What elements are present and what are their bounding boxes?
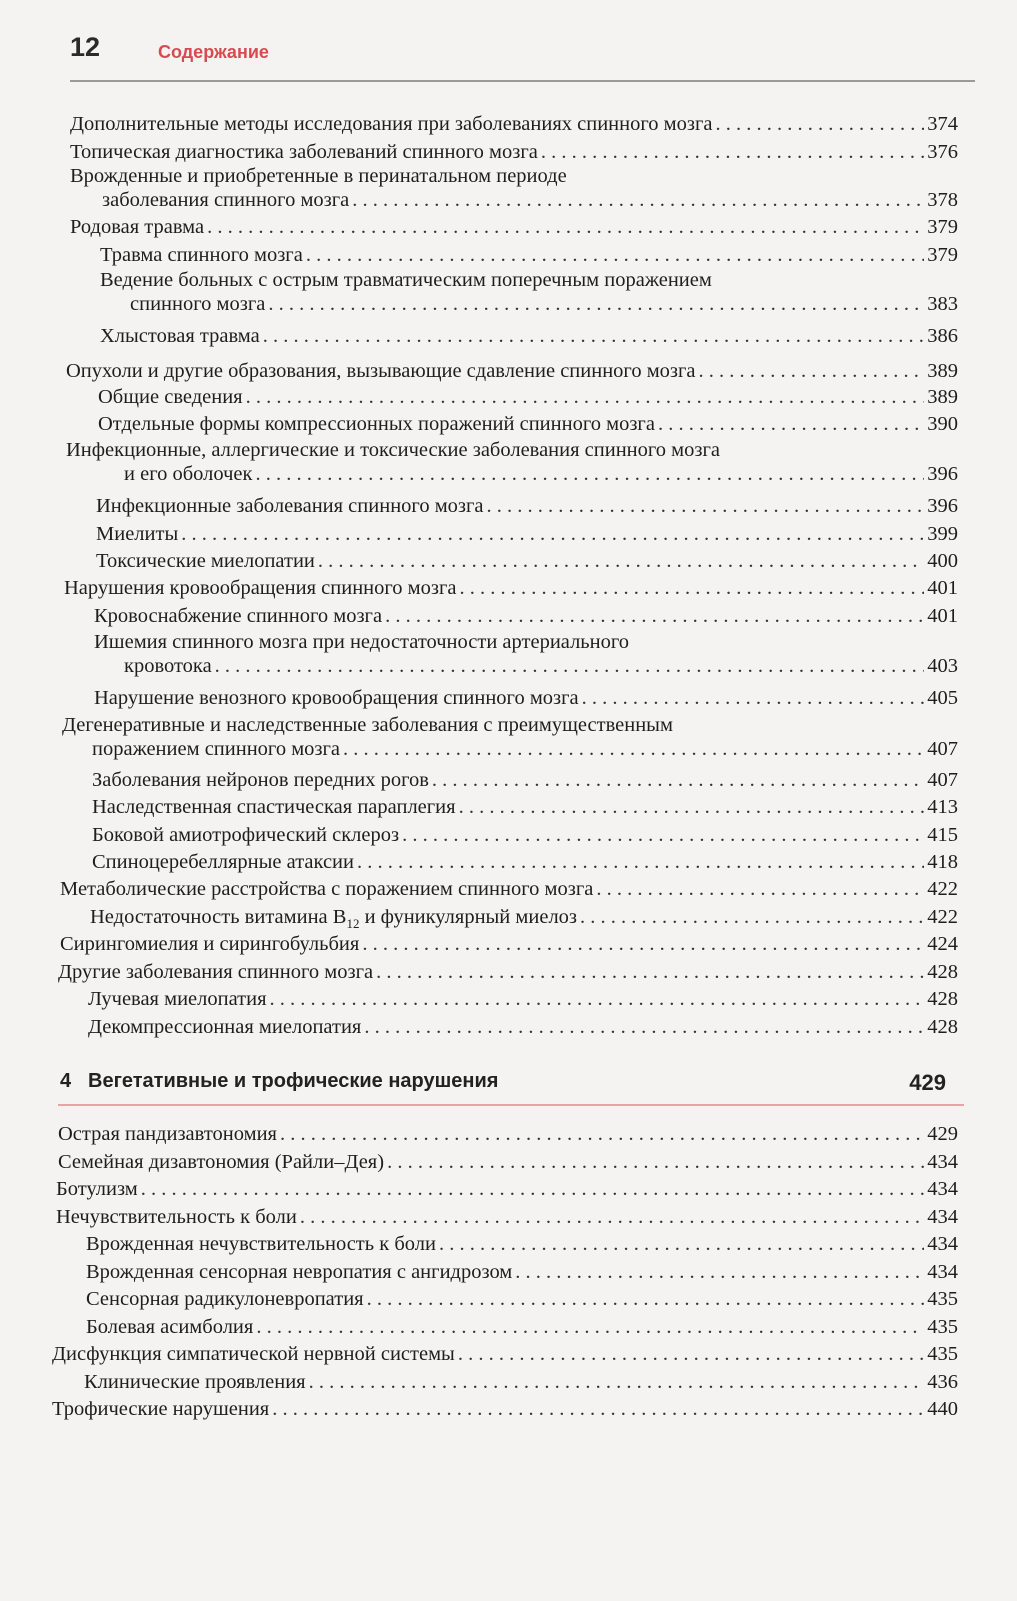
toc-entry-title: спинного мозга xyxy=(130,293,266,315)
toc-entry[interactable] xyxy=(92,795,958,819)
dot-leader xyxy=(272,1397,924,1421)
toc-entry[interactable] xyxy=(70,140,958,164)
toc-entry-title: Нарушения кровообращения спинного мозга xyxy=(64,577,457,599)
toc-entry-title: Заболевания нейронов передних рогов xyxy=(92,769,429,791)
toc-entry-page: 379 xyxy=(927,216,958,238)
toc-entry-page: 434 xyxy=(927,1233,958,1255)
dot-leader xyxy=(215,654,925,678)
toc-entry-title: Дополнительные методы исследования при заболеваниях спинного мозга xyxy=(70,113,713,135)
chapter-heading[interactable] xyxy=(58,1066,964,1106)
toc-entry[interactable] xyxy=(94,686,958,710)
toc-entry-title: Хлыстовая травма xyxy=(100,325,260,347)
dot-leader xyxy=(658,412,924,436)
toc-entry-page: 376 xyxy=(927,141,958,163)
toc-entry[interactable] xyxy=(96,549,958,573)
toc-entry[interactable] xyxy=(96,522,958,546)
toc-entry-page: 374 xyxy=(927,113,958,135)
toc-entry[interactable] xyxy=(64,576,958,600)
chapter-number: 4 xyxy=(60,1070,72,1092)
toc-entry[interactable] xyxy=(86,1287,958,1311)
toc-entry-title: Сенсорная радикулоневропатия xyxy=(86,1288,364,1310)
toc-entry-page: 434 xyxy=(927,1151,958,1173)
toc-entry-page: 401 xyxy=(927,577,958,599)
dot-leader xyxy=(270,987,925,1011)
toc-entry-page: 418 xyxy=(927,851,958,873)
toc-entry[interactable] xyxy=(94,630,958,678)
dot-leader xyxy=(515,1260,924,1284)
toc-entry-title: Трофические нарушения xyxy=(52,1398,270,1420)
toc-entry[interactable] xyxy=(70,112,958,136)
toc-entry-title: Наследственная спастическая параплегия xyxy=(92,796,456,818)
toc-entry-page: 436 xyxy=(927,1371,958,1393)
toc-entry[interactable] xyxy=(92,850,958,874)
toc-entry-title: Боковой амиотрофический склероз xyxy=(92,824,400,846)
toc-entry[interactable] xyxy=(66,438,958,486)
dot-leader xyxy=(306,243,924,267)
toc-entry-title: Миелиты xyxy=(96,523,179,545)
dot-leader xyxy=(376,960,924,984)
dot-leader xyxy=(364,1015,924,1039)
toc-entry-title: Родовая травма xyxy=(70,216,205,238)
toc-entry-page: 415 xyxy=(927,824,958,846)
toc-entry-page: 428 xyxy=(927,988,958,1010)
toc-entry-title: Семейная дизавтономия (Райли–Дея) xyxy=(58,1151,385,1173)
toc-entry-title: Опухоли и другие образования, вызывающие сдавление спинного мозга xyxy=(66,360,696,382)
toc-entry[interactable] xyxy=(100,324,958,348)
toc-entry-title: Топическая диагностика заболеваний спинного мозга xyxy=(70,141,538,163)
toc-entry-page: 422 xyxy=(927,906,958,928)
toc-entry[interactable] xyxy=(100,243,958,267)
dot-leader xyxy=(458,1342,924,1366)
toc-entry[interactable] xyxy=(96,494,958,518)
toc-entry-page: 389 xyxy=(927,360,958,382)
toc-entry[interactable] xyxy=(90,905,958,932)
toc-entry-title: Сирингомиелия и сирингобульбия xyxy=(60,933,360,955)
toc-entry[interactable] xyxy=(58,960,958,984)
toc-entry-title-line: Дегенеративные и наследственные заболевания с преимущественным xyxy=(62,714,673,736)
toc-entry-page: 386 xyxy=(927,325,958,347)
toc-entry-title: Ботулизм xyxy=(56,1178,138,1200)
dot-leader xyxy=(541,140,924,164)
chapter-title: Вегетативные и трофические нарушения xyxy=(88,1070,499,1092)
toc-entry-title: Декомпрессионная миелопатия xyxy=(88,1016,362,1038)
dot-leader xyxy=(580,905,924,929)
toc-entry-page: 401 xyxy=(927,605,958,627)
toc-entry-title: заболевания спинного мозга xyxy=(102,189,350,211)
toc-entry-title: Врожденная сенсорная невропатия с ангидрозом xyxy=(86,1261,513,1283)
toc-entry-title: Врожденная нечувствительность к боли xyxy=(86,1233,436,1255)
dot-leader xyxy=(362,932,924,956)
toc-entry-title: Токсические миелопатии xyxy=(96,550,315,572)
toc-entry-title: и его оболочек xyxy=(124,463,253,485)
dot-leader xyxy=(459,795,925,819)
toc-entry[interactable] xyxy=(86,1315,958,1339)
running-head: Содержание xyxy=(158,42,269,62)
toc-entry[interactable] xyxy=(56,1177,958,1201)
dot-leader xyxy=(367,1287,925,1311)
toc-entry[interactable] xyxy=(52,1342,958,1366)
toc-entry-page: 434 xyxy=(927,1206,958,1228)
toc-entry-page: 435 xyxy=(927,1343,958,1365)
dot-leader xyxy=(596,877,924,901)
toc-entry-page: 413 xyxy=(927,796,958,818)
toc-entry-page: 390 xyxy=(927,413,958,435)
toc-entry-title: Инфекционные заболевания спинного мозга xyxy=(96,495,484,517)
toc-entry-title: Другие заболевания спинного мозга xyxy=(58,961,374,983)
toc-entry-title: кровотока xyxy=(124,655,212,677)
dot-leader xyxy=(582,686,925,710)
toc-entry-page: 435 xyxy=(927,1316,958,1338)
toc-entry[interactable] xyxy=(86,1260,958,1284)
toc-entry-title: Спиноцеребеллярные атаксии xyxy=(92,851,354,873)
toc-entry-page: 396 xyxy=(927,495,958,517)
toc-entry-page: 422 xyxy=(927,878,958,900)
toc-entry-title-line: Ишемия спинного мозга при недостаточности артериального xyxy=(94,631,630,653)
toc-entry-title: поражением спинного мозга xyxy=(92,738,341,760)
toc-entry[interactable] xyxy=(88,1015,958,1039)
toc-entry-page: 429 xyxy=(927,1123,958,1145)
toc-entry-page: 428 xyxy=(927,1016,958,1038)
toc-entry[interactable] xyxy=(92,768,958,792)
toc-entry-page: 399 xyxy=(927,523,958,545)
dot-leader xyxy=(256,1315,924,1339)
dot-leader xyxy=(387,1150,924,1174)
dot-leader xyxy=(246,385,925,409)
toc-entry[interactable] xyxy=(70,164,958,212)
toc-entry[interactable] xyxy=(88,987,958,1011)
toc-entry[interactable] xyxy=(70,215,958,239)
toc-entry-page: 424 xyxy=(927,933,958,955)
dot-leader xyxy=(141,1177,924,1201)
toc-entry-page: 400 xyxy=(927,550,958,572)
dot-leader xyxy=(352,188,924,212)
toc-entry-title: Нарушение венозного кровообращения спинного мозга xyxy=(94,687,579,709)
subscript: 12 xyxy=(346,916,360,932)
dot-leader xyxy=(300,1205,924,1229)
dot-leader xyxy=(280,1122,924,1146)
dot-leader xyxy=(207,215,924,239)
toc-entry-page: 378 xyxy=(927,189,958,211)
toc-entry-title: Лучевая миелопатия xyxy=(88,988,267,1010)
dot-leader xyxy=(402,823,924,847)
toc-entry-page: 407 xyxy=(927,769,958,791)
toc-entry-page: 434 xyxy=(927,1178,958,1200)
toc-entry[interactable] xyxy=(94,604,958,628)
dot-leader xyxy=(343,737,924,761)
toc-entry-title: Нечувствительность к боли xyxy=(56,1206,297,1228)
toc-entry-title: Общие сведения xyxy=(98,386,243,408)
toc-entry-title-line: Врожденные и приобретенные в перинатальном периоде xyxy=(70,165,567,187)
toc-entry-title: Недостаточность витамина $B_{12}$ и фуникулярный миелоз xyxy=(90,906,578,932)
toc-entry-title: Кровоснабжение спинного мозга xyxy=(94,605,383,627)
chapter-page: 429 xyxy=(909,1070,946,1095)
toc-entry-title: Острая пандизавтономия xyxy=(58,1123,277,1145)
toc-entry[interactable] xyxy=(58,1150,958,1174)
toc-entry-page: 405 xyxy=(927,687,958,709)
toc-entry-title-line: Ведение больных с острым травматическим поперечным поражением xyxy=(100,269,712,291)
toc-entry-page: 389 xyxy=(927,386,958,408)
toc-entry-title-line: Инфекционные, аллергические и токсические заболевания спинного мозга xyxy=(66,439,721,461)
toc-entry[interactable] xyxy=(100,268,958,316)
toc-entry-page: 428 xyxy=(927,961,958,983)
dot-leader xyxy=(460,576,925,600)
dot-leader xyxy=(309,1370,925,1394)
dot-leader xyxy=(699,359,925,383)
toc-entry-title: Дисфункция симпатической нервной системы xyxy=(52,1343,455,1365)
toc-entry[interactable] xyxy=(92,823,958,847)
toc-entry-title: Травма спинного мозга xyxy=(100,244,303,266)
dot-leader xyxy=(357,850,924,874)
dot-leader xyxy=(439,1232,924,1256)
toc-entry[interactable] xyxy=(66,359,958,383)
toc-entry[interactable] xyxy=(98,385,958,409)
toc-entry-page: 434 xyxy=(927,1261,958,1283)
dot-leader xyxy=(432,768,924,792)
page-number: 12 xyxy=(70,32,101,62)
toc-entry-page: 407 xyxy=(927,738,958,760)
toc-entry-title: Болевая асимболия xyxy=(86,1316,254,1338)
toc-entry-page: 403 xyxy=(927,655,958,677)
toc-entry-page: 435 xyxy=(927,1288,958,1310)
dot-leader xyxy=(385,604,924,628)
toc-entry[interactable] xyxy=(52,1397,958,1421)
toc-entry[interactable] xyxy=(62,713,958,761)
dot-leader xyxy=(268,292,924,316)
toc-entry[interactable] xyxy=(86,1232,958,1256)
dot-leader xyxy=(318,549,924,573)
toc-entry[interactable] xyxy=(98,412,958,436)
toc-entry[interactable] xyxy=(60,932,958,956)
toc-entry[interactable] xyxy=(58,1122,958,1146)
toc-entry-title: Метаболические расстройства с поражением спинного мозга xyxy=(60,878,594,900)
toc-entry[interactable] xyxy=(60,877,958,901)
dot-leader xyxy=(263,324,925,348)
toc-entry-page: 396 xyxy=(927,463,958,485)
dot-leader xyxy=(255,462,924,486)
toc-entry-title: Отдельные формы компрессионных поражений спинного мозга xyxy=(98,413,655,435)
dot-leader xyxy=(487,494,925,518)
toc-entry[interactable] xyxy=(84,1370,958,1394)
dot-leader xyxy=(715,112,924,136)
toc-entry-page: 379 xyxy=(927,244,958,266)
toc-entry-page: 383 xyxy=(927,293,958,315)
toc-entry-title: Клинические проявления xyxy=(84,1371,306,1393)
toc-entry[interactable] xyxy=(56,1205,958,1229)
toc-entry-page: 440 xyxy=(927,1398,958,1420)
dot-leader xyxy=(181,522,924,546)
